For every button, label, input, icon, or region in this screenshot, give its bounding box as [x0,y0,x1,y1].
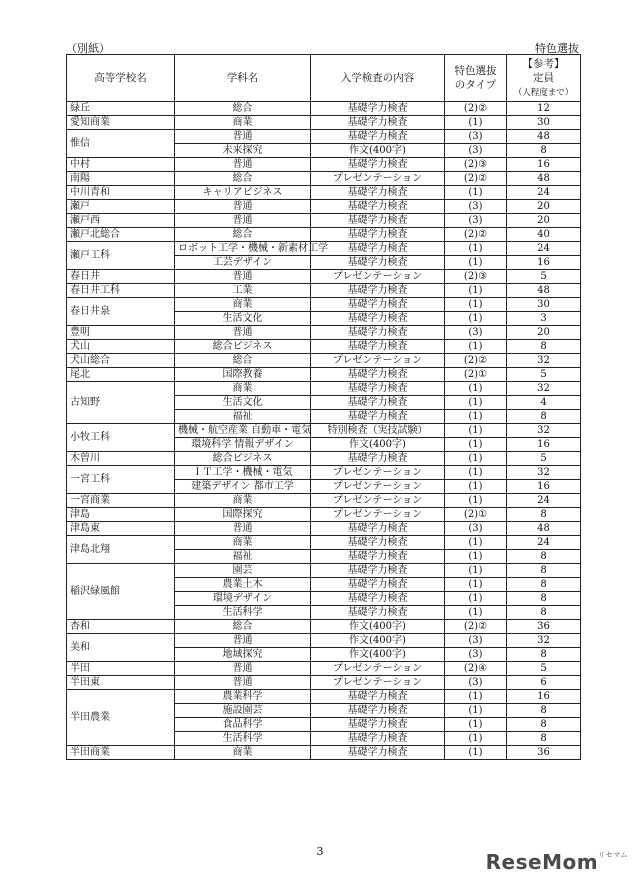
dept-cell: 普通 [175,200,311,214]
table-row [67,116,581,130]
type-cell: (3) [445,214,507,228]
school-cell: 一宮工科 [67,466,175,494]
table-row [67,466,581,480]
exam-cell: 作文(400字) [311,144,445,158]
exam-cell: 基礎学力検査 [311,284,445,298]
selection-table [66,54,581,760]
table-row [67,564,581,578]
exam-cell: 基礎学力検査 [311,340,445,354]
exam-cell: 基礎学力検査 [311,452,445,466]
table-row [67,228,581,242]
quota-cell: 36 [507,746,581,760]
quota-cell: 20 [507,214,581,228]
dept-cell: 総合ビジネス [175,452,311,466]
quota-cell: 8 [507,410,581,424]
quota-cell: 48 [507,284,581,298]
school-cell: 中村 [67,158,175,172]
table-row [67,522,581,536]
quota-header [507,55,581,102]
dept-cell: 施設園芸 [175,704,311,718]
exam-cell: 基礎学力検査 [311,130,445,144]
quota-cell: 40 [507,228,581,242]
table-row [67,270,581,284]
dept-cell: 環境科学 情報デザイン [175,438,311,452]
table-row [67,536,581,550]
exam-cell: 基礎学力検査 [311,298,445,312]
exam-cell: 作文(400字) [311,620,445,634]
exam-cell: プレゼンテーション [311,466,445,480]
exam-cell: 基礎学力検査 [311,158,445,172]
exam-cell: プレゼンテーション [311,508,445,522]
quota-cell: 8 [507,508,581,522]
school-cell: 瀬戸西 [67,214,175,228]
logo-text: ReseMom [485,850,599,874]
dept-cell: 普通 [175,326,311,340]
type-cell: (1) [445,536,507,550]
table-row [67,676,581,690]
type-header [445,55,507,102]
quota-cell: 8 [507,704,581,718]
exam-cell: 基礎学力検査 [311,186,445,200]
type-cell: (2)④ [445,662,507,676]
type-cell: (3) [445,200,507,214]
dept-cell: 普通 [175,662,311,676]
quota-cell: 32 [507,466,581,480]
school-cell: 半田農業 [67,690,175,746]
quota-cell: 3 [507,312,581,326]
type-cell: (1) [445,410,507,424]
quota-header-line2: 定員 [533,72,554,84]
exam-cell: プレゼンテーション [311,676,445,690]
quota-cell: 16 [507,158,581,172]
exam-cell: 基礎学力検査 [311,228,445,242]
quota-cell: 8 [507,550,581,564]
exam-cell: 基礎学力検査 [311,396,445,410]
table-row [67,172,581,186]
table-row [67,340,581,354]
school-cell: 尾北 [67,368,175,382]
exam-cell: 特別検査（実技試験） [311,424,445,438]
quota-cell: 24 [507,186,581,200]
exam-cell: 基礎学力検査 [311,592,445,606]
table-row [67,298,581,312]
type-cell: (1) [445,550,507,564]
table-header-row [67,55,581,102]
dept-cell: 生活文化 [175,312,311,326]
type-cell: (1) [445,298,507,312]
dept-cell: 総合ビジネス [175,340,311,354]
dept-cell: 総合 [175,172,311,186]
exam-cell: プレゼンテーション [311,270,445,284]
exam-header: 入学検査の内容 [311,55,445,102]
school-cell: 瀬戸工科 [67,242,175,270]
exam-cell: 基礎学力検査 [311,368,445,382]
type-cell: (2)② [445,102,507,116]
type-cell: (1) [445,578,507,592]
type-cell: (2)① [445,508,507,522]
quota-cell: 32 [507,382,581,396]
quota-cell: 48 [507,130,581,144]
school-cell: 春日井泉 [67,298,175,326]
school-cell: 一宮商業 [67,494,175,508]
type-cell: (1) [445,466,507,480]
exam-cell: 基礎学力検査 [311,732,445,746]
dept-cell: 地域探究 [175,648,311,662]
dept-cell: 食品科学 [175,718,311,732]
dept-cell: 商業 [175,536,311,550]
dept-cell: 園芸 [175,564,311,578]
quota-cell: 8 [507,732,581,746]
type-cell: (3) [445,522,507,536]
school-cell: 春日井 [67,270,175,284]
exam-cell: 基礎学力検査 [311,690,445,704]
quota-cell: 32 [507,634,581,648]
quota-cell: 36 [507,620,581,634]
exam-cell: 基礎学力検査 [311,746,445,760]
exam-cell: 基礎学力検査 [311,326,445,340]
quota-cell: 5 [507,270,581,284]
type-cell: (3) [445,648,507,662]
type-cell: (1) [445,704,507,718]
quota-cell: 8 [507,648,581,662]
quota-cell: 8 [507,144,581,158]
exam-cell: 基礎学力検査 [311,564,445,578]
quota-cell: 24 [507,536,581,550]
dept-cell: 商業 [175,116,311,130]
dept-cell: 環境デザイン [175,592,311,606]
quota-cell: 5 [507,368,581,382]
quota-cell: 48 [507,172,581,186]
school-cell: 犬山総合 [67,354,175,368]
school-cell: 津島東 [67,522,175,536]
type-cell: (1) [445,284,507,298]
quota-cell: 30 [507,298,581,312]
type-cell: (1) [445,116,507,130]
table-row [67,368,581,382]
exam-cell: 基礎学力検査 [311,116,445,130]
type-cell: (1) [445,424,507,438]
dept-cell: 普通 [175,522,311,536]
exam-cell: 基礎学力検査 [311,718,445,732]
type-cell: (1) [445,690,507,704]
table-row [67,200,581,214]
type-cell: (1) [445,186,507,200]
table-row [67,424,581,438]
table-row [67,326,581,340]
school-cell: 南陽 [67,172,175,186]
type-cell: (1) [445,564,507,578]
exam-cell: 基礎学力検査 [311,242,445,256]
dept-cell: 普通 [175,214,311,228]
quota-cell: 20 [507,326,581,340]
dept-cell: 商業 [175,382,311,396]
type-cell: (1) [445,312,507,326]
quota-cell: 8 [507,606,581,620]
quota-cell: 8 [507,578,581,592]
dept-header: 学科名 [175,55,311,102]
quota-cell: 24 [507,494,581,508]
table-row [67,284,581,298]
type-cell: (2)② [445,228,507,242]
dept-cell: キャリアビジネス [175,186,311,200]
dept-cell: 農業土木 [175,578,311,592]
type-cell: (2)② [445,172,507,186]
exam-cell: プレゼンテーション [311,172,445,186]
type-cell: (1) [445,494,507,508]
school-cell: 津島北翔 [67,536,175,564]
quota-cell: 32 [507,424,581,438]
quota-cell: 16 [507,438,581,452]
exam-cell: プレゼンテーション [311,480,445,494]
exam-cell: 基礎学力検査 [311,410,445,424]
dept-cell: 普通 [175,270,311,284]
quota-cell: 6 [507,676,581,690]
type-cell: (1) [445,480,507,494]
dept-cell: 商業 [175,298,311,312]
quota-cell: 12 [507,102,581,116]
quota-cell: 8 [507,718,581,732]
school-cell: 半田商業 [67,746,175,760]
school-cell: 半田東 [67,676,175,690]
type-cell: (1) [445,438,507,452]
dept-cell: 機械・航空産業 自動車・電気 [175,424,311,438]
type-cell: (3) [445,130,507,144]
type-cell: (2)② [445,620,507,634]
type-cell: (2)① [445,368,507,382]
type-cell: (3) [445,144,507,158]
school-cell: 杏和 [67,620,175,634]
quota-cell: 16 [507,256,581,270]
school-cell: 惟信 [67,130,175,158]
quota-cell: 4 [507,396,581,410]
table-row [67,508,581,522]
type-cell: (2)③ [445,270,507,284]
type-cell: (3) [445,634,507,648]
school-cell: 古知野 [67,382,175,424]
table-row [67,494,581,508]
school-cell: 津島 [67,508,175,522]
exam-cell: 作文(400字) [311,634,445,648]
quota-cell: 8 [507,340,581,354]
exam-cell: 基礎学力検査 [311,550,445,564]
type-cell: (1) [445,256,507,270]
table-row [67,102,581,116]
exam-cell: プレゼンテーション [311,494,445,508]
type-cell: (2)② [445,354,507,368]
dept-cell: ＩＴ工学・機械・電気 [175,466,311,480]
quota-cell: 32 [507,354,581,368]
exam-cell: 基礎学力検査 [311,578,445,592]
dept-cell: 生活文化 [175,396,311,410]
table-row [67,662,581,676]
table-body [67,102,581,760]
quota-header-line1: 【参考】 [522,58,565,70]
type-cell: (3) [445,326,507,340]
type-cell: (1) [445,592,507,606]
quota-cell: 5 [507,662,581,676]
dept-cell: 農業科学 [175,690,311,704]
type-cell: (1) [445,382,507,396]
school-cell: 木曽川 [67,452,175,466]
table-row [67,452,581,466]
school-cell: 小牧工科 [67,424,175,452]
quota-cell: 8 [507,592,581,606]
quota-cell: 16 [507,480,581,494]
dept-cell: 普通 [175,634,311,648]
type-cell: (1) [445,732,507,746]
exam-cell: 基礎学力検査 [311,256,445,270]
exam-cell: プレゼンテーション [311,662,445,676]
table-row [67,354,581,368]
school-cell: 瀬戸北総合 [67,228,175,242]
page-number: 3 [316,845,324,858]
dept-cell: 生活科学 [175,606,311,620]
exam-cell: プレゼンテーション [311,354,445,368]
quota-cell: 5 [507,452,581,466]
quota-header-line3: （人程度まで） [513,88,574,98]
school-cell: 愛知商業 [67,116,175,130]
school-cell: 瀬戸 [67,200,175,214]
type-cell: (1) [445,718,507,732]
exam-cell: 作文(400字) [311,648,445,662]
dept-cell: 工芸デザイン [175,256,311,270]
exam-cell: 基礎学力検査 [311,200,445,214]
exam-cell: 基礎学力検査 [311,536,445,550]
type-cell: (2)③ [445,158,507,172]
quota-cell: 8 [507,564,581,578]
school-cell: 緑丘 [67,102,175,116]
quota-cell: 16 [507,690,581,704]
page-title: 特色選抜 [535,42,579,55]
logo-reg: リセマム [598,851,628,859]
school-cell: 中川青和 [67,186,175,200]
dept-cell: ロボット工学・機械・新素材工学 [175,242,311,256]
quota-cell: 30 [507,116,581,130]
dept-cell: 普通 [175,130,311,144]
exam-cell: 基礎学力検査 [311,522,445,536]
school-cell: 稲沢緑風館 [67,564,175,620]
dept-cell: 建築デザイン 都市工学 [175,480,311,494]
dept-cell: 総合 [175,228,311,242]
dept-cell: 総合 [175,102,311,116]
school-cell: 豊明 [67,326,175,340]
school-cell: 半田 [67,662,175,676]
dept-cell: 総合 [175,354,311,368]
quota-cell: 20 [507,200,581,214]
table-row [67,634,581,648]
quota-cell: 24 [507,242,581,256]
table-row [67,690,581,704]
type-header-line2: のタイプ [454,79,497,91]
dept-cell: 福祉 [175,550,311,564]
resemom-logo [486,850,628,874]
exam-cell: 基礎学力検査 [311,606,445,620]
dept-cell: 国際探究 [175,508,311,522]
table-row [67,158,581,172]
table-row [67,130,581,144]
exam-cell: 基礎学力検査 [311,704,445,718]
exam-cell: 作文(400字) [311,438,445,452]
dept-cell: 商業 [175,746,311,760]
exam-cell: 基礎学力検査 [311,102,445,116]
type-cell: (1) [445,340,507,354]
type-header-line1: 特色選抜 [454,65,497,77]
school-header: 高等学校名 [67,55,175,102]
table-row [67,382,581,396]
exam-cell: 基礎学力検査 [311,312,445,326]
exam-cell: 基礎学力検査 [311,382,445,396]
table-row [67,214,581,228]
annex-label: （別紙） [66,42,110,55]
dept-cell: 未来探究 [175,144,311,158]
type-cell: (1) [445,746,507,760]
dept-cell: 総合 [175,620,311,634]
exam-cell: 基礎学力検査 [311,214,445,228]
table-row [67,620,581,634]
school-cell: 春日井工科 [67,284,175,298]
dept-cell: 生活科学 [175,732,311,746]
quota-cell: 48 [507,522,581,536]
school-cell: 犬山 [67,340,175,354]
dept-cell: 福祉 [175,410,311,424]
type-cell: (1) [445,242,507,256]
type-cell: (1) [445,606,507,620]
dept-cell: 商業 [175,494,311,508]
table-row [67,242,581,256]
dept-cell: 普通 [175,676,311,690]
dept-cell: 国際教養 [175,368,311,382]
type-cell: (1) [445,452,507,466]
type-cell: (1) [445,396,507,410]
table-row [67,186,581,200]
dept-cell: 工業 [175,284,311,298]
school-cell: 美和 [67,634,175,662]
type-cell: (3) [445,676,507,690]
table-row [67,746,581,760]
dept-cell: 普通 [175,158,311,172]
